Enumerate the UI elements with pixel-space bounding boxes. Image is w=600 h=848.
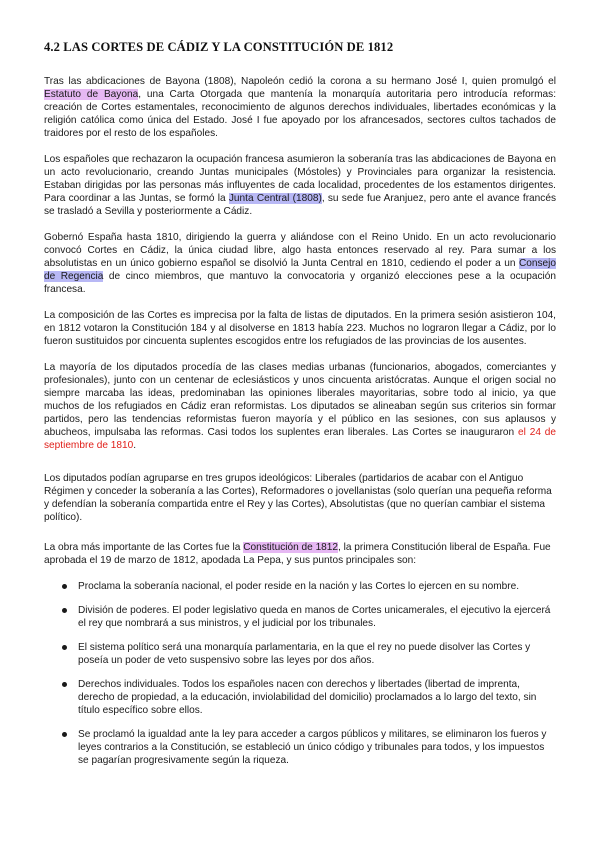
list-item [62,580,556,593]
bullet-icon [62,732,67,737]
text-run: , una Carta Otorgada que mantenía la monarquía autoritaria pero introducía reformas: creación de Cortes estamentales, reconocimiento de algunos derechos individuales, libertades económicas y la religión católica como única del Estado. José I fue apoyado por los afrancesados, sectores cultos tachados de traidores por el resto de los españoles. [44,89,557,139]
text-run: , su sede fue Aranjuez, pero ante el avance francés se trasladó a Sevilla y posteriormente a Cádiz. [44,193,556,217]
list-item-text: Proclama la soberanía nacional, el poder reside en la nación y las Cortes lo ejercen en su nombre. [78,581,520,592]
text-run: . [133,440,137,451]
text-run: , la primera Constitución liberal de España. Fue aprobada el 19 de marzo de 1812, apodada La Pepa, y sus puntos principales son: [44,542,551,566]
paragraph-bayona [44,75,556,140]
list-item [62,604,556,630]
text-run: Gobernó España hasta 1810, dirigiendo la guerra y aliándose con el Reino Unido. En un acto revolucionario convocó Cortes en Cádiz, la única ciudad libre, algo hasta entonces reservado al rey. Para sumar a los absolutistas en un único gobierno español se disolvió la Junta Central en 1810, cediendo el poder a un [44,232,556,269]
highlight-consejo-regencia: Consejo de Regencia [44,258,556,282]
highlight-estatuto-bayona: Estatuto de Bayona [44,89,139,100]
bullet-icon [62,645,67,650]
text-run: La mayoría de los diputados procedía de las clases medias urbanas (funcionarios, abogados, comerciantes y profesionales), junto con un centenar de eclesiásticos y unos cincuenta aristócratas. Aunque el origen social no siempre marcaba las ideas, predominaban las opiniones liberales mayoritarias, sobre todo al inicio, ya que muchos de los refugiados en Cádiz eran reformistas. Los diputados se alineaban según sus criterios sin formar partidos, pero las tendencias reformistas fueron mayoría y el público en las sesiones, con sus aplausos y abucheos, impulsaba las reformas. Casi todos los suplentes eran liberales. Las Cortes se inauguraron [44,362,556,438]
text-run: Tras las abdicaciones de Bayona (1808), Napoleón cedió la corona a su hermano José I, quien promulgó el [44,76,556,87]
constitution-points-list [44,580,556,767]
list-item-text: El sistema político será una monarquía parlamentaria, en la que el rey no puede disolver las Cortes y poseía un poder de veto suspensivo sobre las leyes por dos años. [78,642,531,666]
bullet-icon [62,584,67,589]
highlight-junta-central: Junta Central (1808) [228,193,322,204]
paragraph-constitucion [44,541,556,567]
list-item [62,728,556,767]
list-item-text: División de poderes. El poder legislativo queda en manos de Cortes unicamerales, el ejecutivo la ejercerá el rey que nombrará a sus ministros, y el judicial por los tribunales. [78,605,551,629]
list-item-text: Se proclamó la igualdad ante la ley para acceder a cargos públicos y militares, se eliminaron los fueros y leyes contrarios a la Constitución, se estableció un único código y tribunales para todos, y los impuestos se pagarían progresivamente según la riqueza. [78,729,547,766]
paragraph-juntas [44,153,556,218]
paragraph-composicion: La composición de las Cortes es imprecisa por la falta de listas de diputados. En la primera sesión asistieron 104, en 1812 votaron la Constitución 184 y al disolverse en 1813 había 223. Muchos no lograron llegar a Cádiz, por lo fueron sustituidos por cincuenta suplentes escogidos entre los refugiados de las provincias de los ausentes. [44,310,556,347]
text-run: Los españoles que rechazaron la ocupación francesa asumieron la soberanía tras las abdicaciones de Bayona en un acto revolucionario, creando Juntas municipales (Móstoles) y Provinciales para organizar la resistencia. Estaban dirigidas por las personas más influyentes de cada localidad, procedentes de los estamentos dirigentes. Para coordinar a las Juntas, se formó la [44,154,556,204]
list-item-text: Derechos individuales. Todos los españoles nacen con derechos y libertades (libertad de imprenta, derecho de propiedad, a la educación, inviolabilidad del domicilio) proclamados a lo largo del texto, sin título específico sobre ellos. [78,679,537,716]
bullet-icon [62,608,67,613]
text-run: La obra más importante de las Cortes fue la [44,542,244,553]
list-item [62,678,556,717]
red-date: el 24 de septiembre de 1810 [44,427,557,451]
bullet-icon [62,682,67,687]
paragraph-grupos: Los diputados podían agruparse en tres grupos ideológicos: Liberales (partidarios de acabar con el Antiguo Régimen y conceder la soberanía a las Cortes), Reformadores o jovellanistas (solo querían una pequeña reforma y defendían la soberanía compartida entre el Rey y las Cortes), Absolutistas (que no querían cambiar el sistema político). [44,473,552,523]
section-title: 4.2 LAS CORTES DE CÁDIZ Y LA CONSTITUCIÓN DE 1812 [44,40,394,54]
text-run: de cinco miembros, que mantuvo la convocatoria y organizó elecciones pese a la ocupación francesa. [44,271,556,295]
paragraph-regencia [44,231,556,296]
highlight-constitucion-1812: Constitución de 1812 [243,542,339,553]
list-item [62,641,556,667]
paragraph-diputados [44,361,556,452]
